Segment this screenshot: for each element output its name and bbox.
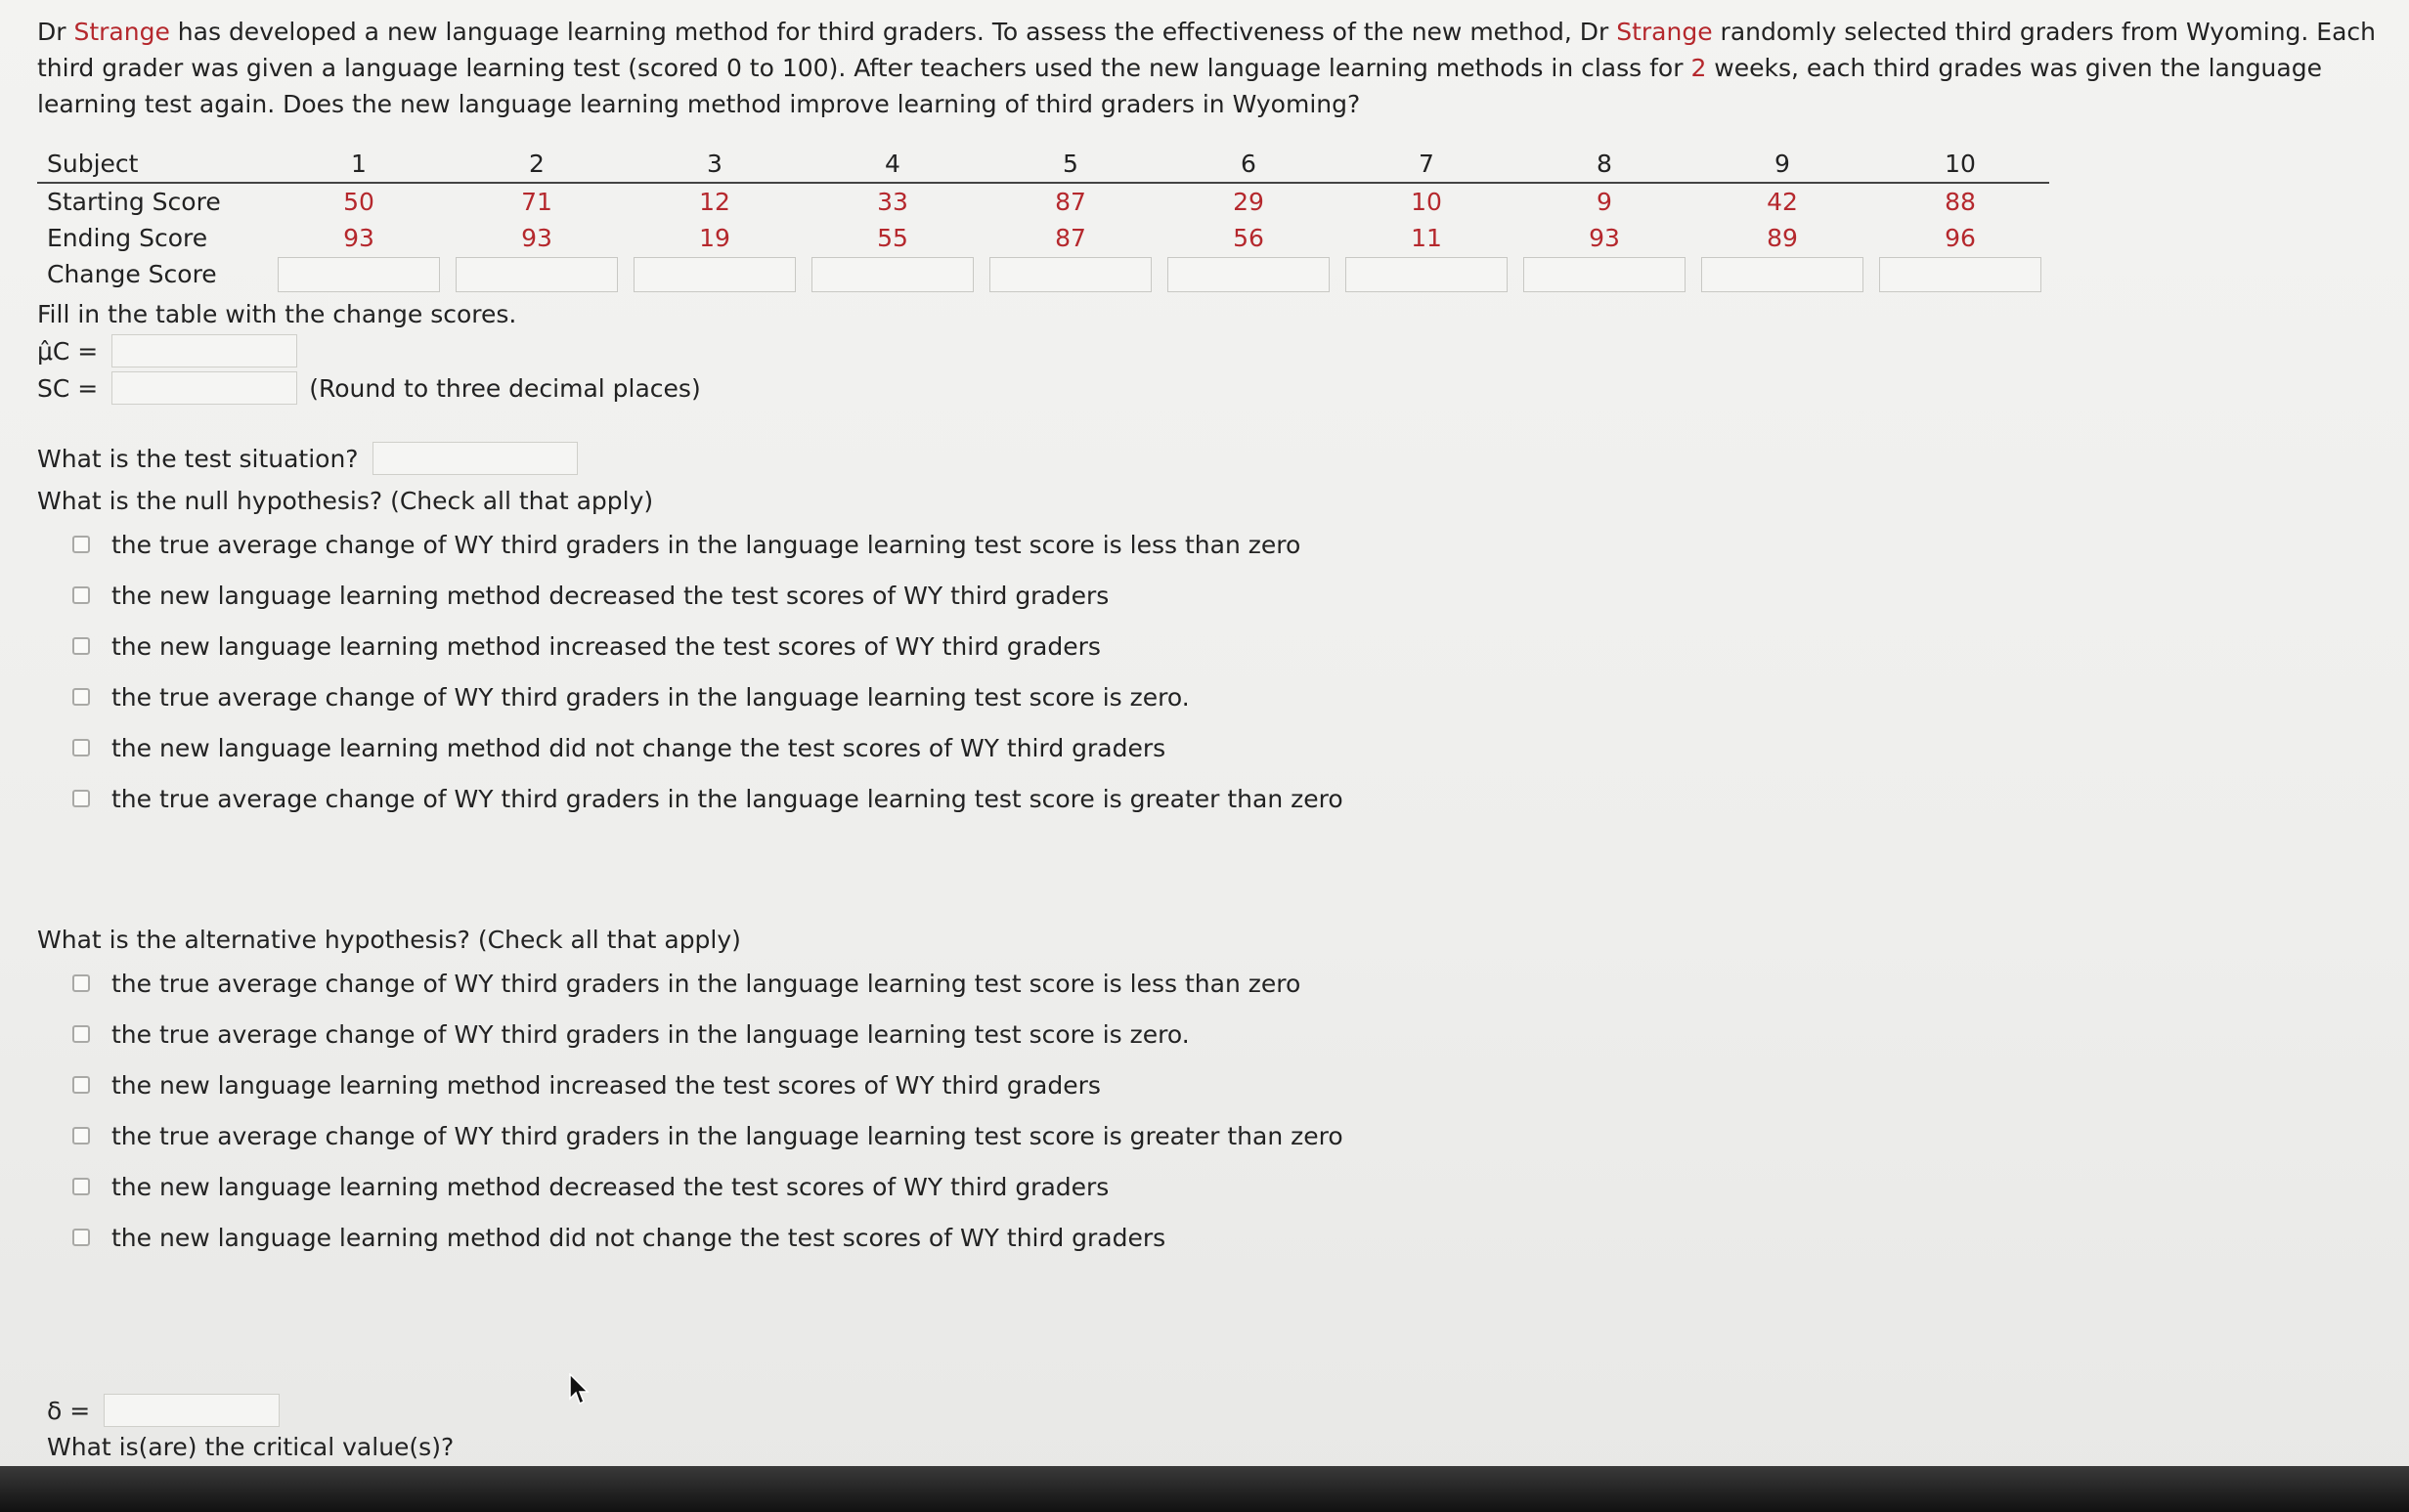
- ending-score-cell: 87: [1055, 224, 1086, 252]
- checkbox[interactable]: [72, 1076, 90, 1094]
- starting-score-cell: 9: [1597, 188, 1612, 216]
- critical-question: What is(are) the critical value(s)?: [47, 1433, 455, 1461]
- subject-cell: 10: [1871, 146, 2049, 183]
- ending-score-cell: 93: [343, 224, 374, 252]
- fill-instruction: Fill in the table with the change scores.: [37, 300, 517, 328]
- change-score-input[interactable]: [989, 257, 1152, 292]
- null-option[interactable]: [72, 722, 2384, 773]
- alt-option-label: the new language learning method increased the test scores of WY third graders: [111, 1070, 1101, 1100]
- null-option-label: the true average change of WY third graders in the language learning test score is greater than zero: [111, 784, 1343, 813]
- alt-option[interactable]: [72, 1009, 2384, 1059]
- alt-option-label: the true average change of WY third graders in the language learning test score is zero.: [111, 1019, 1190, 1049]
- round-note: (Round to three decimal places): [309, 373, 701, 403]
- checkbox[interactable]: [72, 1229, 90, 1246]
- test-situation-select[interactable]: [372, 442, 578, 475]
- test-situation-label: What is the test situation?: [37, 444, 359, 473]
- ending-score-cell: 96: [1945, 224, 1976, 252]
- table-row-ending: [37, 220, 2049, 256]
- checkbox[interactable]: [72, 536, 90, 553]
- row-label-change: Change Score: [47, 260, 217, 288]
- change-score-input[interactable]: [1701, 257, 1863, 292]
- checkbox[interactable]: [72, 790, 90, 807]
- ending-score-cell: 19: [699, 224, 730, 252]
- ending-score-cell: 93: [1589, 224, 1620, 252]
- subject-cell: 1: [270, 146, 448, 183]
- checkbox[interactable]: [72, 688, 90, 706]
- subject-cell: 8: [1515, 146, 1693, 183]
- subject-cell: 2: [448, 146, 626, 183]
- change-score-input[interactable]: [456, 257, 618, 292]
- ending-score-cell: 56: [1233, 224, 1264, 252]
- sd-label: SC =: [37, 373, 99, 403]
- change-score-cell: [804, 256, 982, 292]
- ending-score-cell: 55: [877, 224, 908, 252]
- null-question: What is the null hypothesis? (Check all that apply): [37, 487, 654, 515]
- null-option[interactable]: [72, 621, 2384, 671]
- delta-input[interactable]: [104, 1394, 280, 1427]
- checkbox[interactable]: [72, 637, 90, 655]
- change-score-input[interactable]: [1167, 257, 1330, 292]
- change-score-cell: [1515, 256, 1693, 292]
- alt-option[interactable]: [72, 1212, 2384, 1263]
- question-content: [37, 14, 2384, 1263]
- change-score-input[interactable]: [278, 257, 440, 292]
- intro-text-1: Dr: [37, 18, 74, 46]
- checkbox[interactable]: [72, 974, 90, 992]
- alt-option-label: the true average change of WY third graders in the language learning test score is greater than zero: [111, 1121, 1343, 1150]
- starting-score-cell: 10: [1411, 188, 1442, 216]
- null-option[interactable]: [72, 773, 2384, 824]
- ending-score-cell: 93: [521, 224, 552, 252]
- checkbox[interactable]: [72, 1127, 90, 1145]
- table-row-starting: [37, 183, 2049, 220]
- alt-question: What is the alternative hypothesis? (Check all that apply): [37, 926, 741, 954]
- mean-label: μ̂C =: [37, 336, 99, 366]
- starting-score-cell: 29: [1233, 188, 1264, 216]
- name-highlight-1: Strange: [73, 18, 170, 46]
- subject-cell: 9: [1693, 146, 1871, 183]
- change-score-cell: [982, 256, 1160, 292]
- null-option[interactable]: [72, 671, 2384, 722]
- alt-option[interactable]: [72, 958, 2384, 1009]
- change-score-input[interactable]: [1345, 257, 1508, 292]
- ending-score-cell: 89: [1767, 224, 1798, 252]
- checkbox[interactable]: [72, 739, 90, 756]
- intro-text-3: randomly selected third graders from Wyoming. Each third grader was given a language learning test (scored 0 to 100). After teachers used the new language learning methods in class for: [37, 18, 2377, 82]
- alt-options: [72, 958, 2384, 1263]
- mouse-pointer-icon: [569, 1373, 591, 1406]
- null-option-label: the new language learning method increased the test scores of WY third graders: [111, 631, 1101, 661]
- null-option[interactable]: [72, 519, 2384, 570]
- row-label-starting: Starting Score: [47, 188, 221, 216]
- row-label-subject: Subject: [37, 146, 270, 183]
- checkbox[interactable]: [72, 586, 90, 604]
- change-score-cell: [1693, 256, 1871, 292]
- starting-score-cell: 88: [1945, 188, 1976, 216]
- change-score-input[interactable]: [634, 257, 796, 292]
- subject-cell: 4: [804, 146, 982, 183]
- delta-row: [47, 1392, 942, 1429]
- mean-input[interactable]: [111, 334, 297, 367]
- starting-score-cell: 87: [1055, 188, 1086, 216]
- change-score-cell: [1337, 256, 1515, 292]
- ending-score-cell: 11: [1411, 224, 1442, 252]
- subject-cell: 6: [1160, 146, 1337, 183]
- null-option[interactable]: [72, 570, 2384, 621]
- screen-bottom-edge: [0, 1466, 2409, 1512]
- alt-option-label: the true average change of WY third graders in the language learning test score is less than zero: [111, 969, 1301, 998]
- change-score-input[interactable]: [1879, 257, 2041, 292]
- change-score-cell: [270, 256, 448, 292]
- starting-score-cell: 71: [521, 188, 552, 216]
- alt-option[interactable]: [72, 1110, 2384, 1161]
- change-score-input[interactable]: [811, 257, 974, 292]
- subject-cell: 3: [626, 146, 804, 183]
- change-score-cell: [1160, 256, 1337, 292]
- null-option-label: the new language learning method decreased the test scores of WY third graders: [111, 581, 1110, 610]
- sd-input[interactable]: [111, 371, 297, 405]
- checkbox[interactable]: [72, 1025, 90, 1043]
- table-row-subject: [37, 146, 2049, 183]
- alt-option[interactable]: [72, 1059, 2384, 1110]
- row-label-ending: Ending Score: [47, 224, 208, 252]
- problem-statement: [37, 14, 2384, 122]
- alt-option-label: the new language learning method did not change the test scores of WY third graders: [111, 1223, 1166, 1252]
- change-score-cell: [626, 256, 804, 292]
- delta-label: δ =: [47, 1396, 91, 1425]
- change-score-cell: [1871, 256, 2049, 292]
- change-score-cell: [448, 256, 626, 292]
- mean-row: [37, 332, 2384, 369]
- table-row-change: [37, 256, 2049, 292]
- name-highlight-2: Strange: [1616, 18, 1713, 46]
- starting-score-cell: 42: [1767, 188, 1798, 216]
- subject-cell: 7: [1337, 146, 1515, 183]
- intro-text-4: weeks, each third grades was given the language learning test again. Does the new language learning method improve learning of third graders in Wyoming?: [37, 54, 2322, 118]
- scores-table: [37, 146, 2049, 292]
- alt-option-label: the new language learning method decreased the test scores of WY third graders: [111, 1172, 1110, 1201]
- checkbox[interactable]: [72, 1178, 90, 1195]
- null-option-label: the true average change of WY third graders in the language learning test score is less than zero: [111, 530, 1301, 559]
- intro-text-2: has developed a new language learning method for third graders. To assess the effectiveness of the new method, Dr: [169, 18, 1617, 46]
- starting-score-cell: 50: [343, 188, 374, 216]
- null-options: [72, 519, 2384, 824]
- sd-row: [37, 369, 2384, 407]
- alt-option[interactable]: [72, 1161, 2384, 1212]
- test-situation-row: [37, 440, 2384, 477]
- null-option-label: the new language learning method did not change the test scores of WY third graders: [111, 733, 1166, 762]
- change-score-input[interactable]: [1523, 257, 1686, 292]
- null-option-label: the true average change of WY third graders in the language learning test score is zero.: [111, 682, 1190, 712]
- starting-score-cell: 12: [699, 188, 730, 216]
- starting-score-cell: 33: [877, 188, 908, 216]
- weeks-highlight: 2: [1690, 54, 1707, 82]
- subject-cell: 5: [982, 146, 1160, 183]
